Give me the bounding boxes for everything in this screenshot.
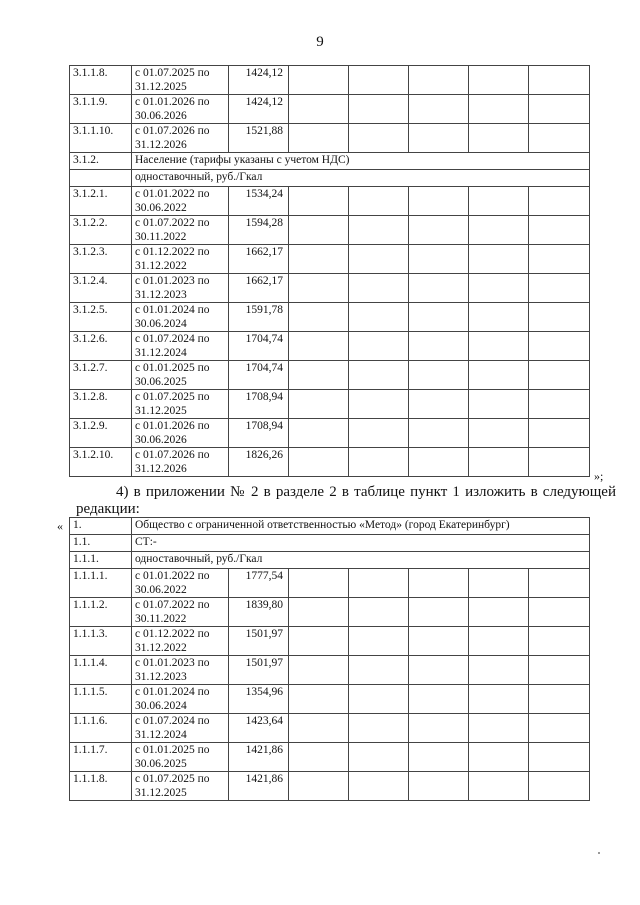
empty-cell xyxy=(529,245,590,274)
tariff-value: 1777,54 xyxy=(229,569,289,598)
period-start: с 01.01.2022 по xyxy=(135,570,210,582)
empty-cell xyxy=(469,743,529,772)
empty-cell xyxy=(529,772,590,801)
tariff-value: 1424,12 xyxy=(229,66,289,95)
empty-cell xyxy=(289,419,349,448)
period-cell xyxy=(132,187,229,216)
tariff-value: 1662,17 xyxy=(229,245,289,274)
period-end: 30.06.2026 xyxy=(135,434,187,446)
empty-cell xyxy=(469,772,529,801)
tariff-row xyxy=(70,685,590,714)
period-cell xyxy=(132,245,229,274)
period-end: 30.06.2022 xyxy=(135,584,187,596)
empty-cell xyxy=(529,743,590,772)
row-number: 3.1.1.10. xyxy=(70,124,132,153)
tariff-value: 1421,86 xyxy=(229,772,289,801)
period-start: с 01.07.2025 по xyxy=(135,67,210,79)
period-start: с 01.01.2026 по xyxy=(135,420,210,432)
empty-cell xyxy=(349,303,409,332)
period-start: с 01.07.2026 по xyxy=(135,449,210,461)
period-cell xyxy=(132,448,229,477)
tariff-value: 1501,97 xyxy=(229,656,289,685)
tariff-row xyxy=(70,274,590,303)
tariff-value: 1594,28 xyxy=(229,216,289,245)
empty-cell xyxy=(469,598,529,627)
empty-cell xyxy=(289,303,349,332)
section-header-row xyxy=(70,552,590,569)
period-end: 31.12.2025 xyxy=(135,405,187,417)
empty-cell xyxy=(349,361,409,390)
period-end: 30.11.2022 xyxy=(135,613,187,625)
period-start: с 01.01.2025 по xyxy=(135,362,210,374)
empty-cell xyxy=(409,332,469,361)
empty-cell xyxy=(409,95,469,124)
row-number: 3.1.1.8. xyxy=(70,66,132,95)
section-title: одноставочный, руб./Гкал xyxy=(132,170,590,187)
empty-cell xyxy=(409,627,469,656)
empty-cell xyxy=(469,332,529,361)
empty-cell xyxy=(349,743,409,772)
row-number: 3.1.2.5. xyxy=(70,303,132,332)
period-end: 30.06.2025 xyxy=(135,758,187,770)
empty-cell xyxy=(529,656,590,685)
period-start: с 01.07.2022 по xyxy=(135,217,210,229)
empty-cell xyxy=(529,569,590,598)
empty-cell xyxy=(409,390,469,419)
tariff-row xyxy=(70,124,590,153)
empty-cell xyxy=(289,361,349,390)
tariff-value: 1708,94 xyxy=(229,390,289,419)
tariff-row xyxy=(70,598,590,627)
empty-cell xyxy=(349,656,409,685)
row-number: 1.1.1.1. xyxy=(70,569,132,598)
empty-cell xyxy=(289,714,349,743)
empty-cell xyxy=(469,245,529,274)
empty-cell xyxy=(349,245,409,274)
empty-cell xyxy=(469,448,529,477)
row-number: 1.1.1. xyxy=(70,552,132,569)
tariff-value: 1423,64 xyxy=(229,714,289,743)
row-number: 3.1.2.10. xyxy=(70,448,132,477)
period-cell xyxy=(132,390,229,419)
empty-cell xyxy=(469,187,529,216)
tariff-row xyxy=(70,714,590,743)
empty-cell xyxy=(289,656,349,685)
empty-cell xyxy=(469,627,529,656)
row-number: 3.1.2.7. xyxy=(70,361,132,390)
period-cell xyxy=(132,66,229,95)
empty-cell xyxy=(289,95,349,124)
empty-cell xyxy=(409,569,469,598)
period-end: 31.12.2023 xyxy=(135,671,187,683)
row-number: 3.1.1.9. xyxy=(70,95,132,124)
tariff-value: 1704,74 xyxy=(229,361,289,390)
empty-cell xyxy=(529,66,590,95)
page-number: 9 xyxy=(316,34,324,50)
period-start: с 01.01.2024 по xyxy=(135,686,210,698)
tariff-row xyxy=(70,743,590,772)
empty-cell xyxy=(349,714,409,743)
empty-cell xyxy=(469,419,529,448)
section-header-row xyxy=(70,153,590,170)
empty-cell xyxy=(529,598,590,627)
section-title: Общество с ограниченной ответственностью «Метод» (город Екатеринбург) xyxy=(132,518,590,535)
tariff-row xyxy=(70,332,590,361)
tariff-value: 1421,86 xyxy=(229,743,289,772)
opening-quote-mark: « xyxy=(57,519,63,533)
period-cell xyxy=(132,569,229,598)
period-cell xyxy=(132,685,229,714)
empty-cell xyxy=(349,569,409,598)
row-number: 1. xyxy=(70,518,132,535)
empty-cell xyxy=(349,124,409,153)
empty-cell xyxy=(289,124,349,153)
period-cell xyxy=(132,216,229,245)
empty-cell xyxy=(289,598,349,627)
period-end: 31.12.2024 xyxy=(135,729,187,741)
empty-cell xyxy=(289,772,349,801)
period-start: с 01.12.2022 по xyxy=(135,628,210,640)
row-number: 3.1.2.9. xyxy=(70,419,132,448)
period-cell xyxy=(132,124,229,153)
tariff-row xyxy=(70,303,590,332)
row-number: 3.1.2.6. xyxy=(70,332,132,361)
empty-cell xyxy=(289,187,349,216)
empty-cell xyxy=(409,714,469,743)
period-start: с 01.07.2024 по xyxy=(135,333,210,345)
period-cell xyxy=(132,772,229,801)
tariff-row xyxy=(70,569,590,598)
period-cell xyxy=(132,714,229,743)
empty-cell xyxy=(469,216,529,245)
row-number: 1.1.1.7. xyxy=(70,743,132,772)
row-number: 3.1.2. xyxy=(70,153,132,170)
empty-cell xyxy=(529,274,590,303)
row-number: 1.1.1.8. xyxy=(70,772,132,801)
empty-cell xyxy=(289,332,349,361)
row-number: 1.1. xyxy=(70,535,132,552)
period-start: с 01.12.2022 по xyxy=(135,246,210,258)
period-cell xyxy=(132,598,229,627)
tariff-row xyxy=(70,627,590,656)
period-start: с 01.01.2022 по xyxy=(135,188,210,200)
empty-cell xyxy=(289,216,349,245)
period-end: 30.06.2026 xyxy=(135,110,187,122)
period-start: с 01.07.2025 по xyxy=(135,773,210,785)
empty-cell xyxy=(529,303,590,332)
empty-cell xyxy=(349,187,409,216)
row-number: 3.1.2.2. xyxy=(70,216,132,245)
empty-cell xyxy=(409,303,469,332)
empty-cell xyxy=(529,95,590,124)
period-end: 31.12.2025 xyxy=(135,787,187,799)
tariff-table-top xyxy=(69,65,590,477)
empty-cell xyxy=(409,274,469,303)
empty-cell xyxy=(349,390,409,419)
row-number: 1.1.1.2. xyxy=(70,598,132,627)
empty-cell xyxy=(469,274,529,303)
period-start: с 01.07.2022 по xyxy=(135,599,210,611)
empty-cell xyxy=(349,95,409,124)
period-start: с 01.07.2025 по xyxy=(135,391,210,403)
period-end: 31.12.2024 xyxy=(135,347,187,359)
period-end: 31.12.2022 xyxy=(135,642,187,654)
period-cell xyxy=(132,95,229,124)
row-number: 1.1.1.6. xyxy=(70,714,132,743)
tariff-row xyxy=(70,245,590,274)
empty-cell xyxy=(409,216,469,245)
amendment-paragraph-text: 4) в приложении № 2 в разделе 2 в таблице пункт 1 изложить в следующей редакции: xyxy=(76,484,616,517)
empty-cell xyxy=(349,332,409,361)
tariff-row xyxy=(70,656,590,685)
tariff-value: 1839,80 xyxy=(229,598,289,627)
period-start: с 01.01.2026 по xyxy=(135,96,210,108)
empty-cell xyxy=(349,274,409,303)
empty-cell xyxy=(469,66,529,95)
empty-cell xyxy=(289,685,349,714)
closing-quote-mark: »; xyxy=(594,469,604,483)
empty-cell xyxy=(349,772,409,801)
empty-cell xyxy=(409,743,469,772)
row-number: 1.1.1.4. xyxy=(70,656,132,685)
section-title: СТ:- xyxy=(132,535,590,552)
empty-cell xyxy=(289,274,349,303)
tariff-row xyxy=(70,66,590,95)
empty-cell xyxy=(289,743,349,772)
period-end: 30.06.2025 xyxy=(135,376,187,388)
empty-cell xyxy=(289,66,349,95)
row-number: 1.1.1.5. xyxy=(70,685,132,714)
period-start: с 01.01.2023 по xyxy=(135,657,210,669)
empty-cell xyxy=(349,598,409,627)
period-end: 30.06.2024 xyxy=(135,318,187,330)
empty-cell xyxy=(289,569,349,598)
row-number: 3.1.2.3. xyxy=(70,245,132,274)
period-start: с 01.01.2025 по xyxy=(135,744,210,756)
empty-cell xyxy=(529,685,590,714)
tariff-value: 1708,94 xyxy=(229,419,289,448)
tariff-value: 1424,12 xyxy=(229,95,289,124)
period-end: 30.06.2024 xyxy=(135,700,187,712)
period-end: 30.11.2022 xyxy=(135,231,187,243)
tariff-row xyxy=(70,216,590,245)
empty-cell xyxy=(409,245,469,274)
empty-cell xyxy=(409,656,469,685)
tariff-row xyxy=(70,361,590,390)
tariff-row xyxy=(70,419,590,448)
tariff-row xyxy=(70,95,590,124)
period-cell xyxy=(132,627,229,656)
empty-cell xyxy=(409,66,469,95)
period-end: 31.12.2026 xyxy=(135,139,187,151)
tariff-value: 1591,78 xyxy=(229,303,289,332)
period-end: 31.12.2026 xyxy=(135,463,187,475)
empty-cell xyxy=(349,419,409,448)
scan-speck xyxy=(598,852,600,854)
empty-cell xyxy=(529,216,590,245)
tariff-value: 1662,17 xyxy=(229,274,289,303)
tariff-table-bottom xyxy=(69,517,590,801)
period-cell xyxy=(132,274,229,303)
empty-cell xyxy=(529,390,590,419)
period-start: с 01.01.2023 по xyxy=(135,275,210,287)
tariff-value: 1521,88 xyxy=(229,124,289,153)
empty-cell xyxy=(349,216,409,245)
empty-cell xyxy=(409,187,469,216)
empty-cell xyxy=(409,124,469,153)
section-header-row xyxy=(70,535,590,552)
empty-cell xyxy=(409,772,469,801)
empty-cell xyxy=(409,598,469,627)
row-number: 3.1.2.4. xyxy=(70,274,132,303)
row-number: 3.1.2.8. xyxy=(70,390,132,419)
empty-cell xyxy=(469,124,529,153)
row-number: 1.1.1.3. xyxy=(70,627,132,656)
tariff-value: 1501,97 xyxy=(229,627,289,656)
empty-cell xyxy=(529,714,590,743)
section-title: одноставочный, руб./Гкал xyxy=(132,552,590,569)
period-end: 30.06.2022 xyxy=(135,202,187,214)
empty-cell xyxy=(469,361,529,390)
tariff-value: 1704,74 xyxy=(229,332,289,361)
empty-cell xyxy=(469,569,529,598)
empty-cell xyxy=(409,361,469,390)
period-start: с 01.01.2024 по xyxy=(135,304,210,316)
empty-cell xyxy=(529,419,590,448)
section-header-row xyxy=(70,518,590,535)
empty-cell xyxy=(469,685,529,714)
period-end: 31.12.2023 xyxy=(135,289,187,301)
empty-cell xyxy=(409,419,469,448)
empty-cell xyxy=(469,95,529,124)
amendment-paragraph xyxy=(76,484,616,518)
empty-cell xyxy=(529,361,590,390)
section-header-row xyxy=(70,170,590,187)
empty-cell xyxy=(469,714,529,743)
period-cell xyxy=(132,332,229,361)
tariff-row xyxy=(70,448,590,477)
empty-cell xyxy=(469,656,529,685)
empty-cell xyxy=(289,245,349,274)
period-start: с 01.07.2026 по xyxy=(135,125,210,137)
tariff-value: 1354,96 xyxy=(229,685,289,714)
tariff-value: 1534,24 xyxy=(229,187,289,216)
empty-cell xyxy=(349,448,409,477)
empty-cell xyxy=(409,448,469,477)
period-end: 31.12.2022 xyxy=(135,260,187,272)
empty-cell xyxy=(529,187,590,216)
empty-cell xyxy=(529,124,590,153)
tariff-row xyxy=(70,772,590,801)
period-cell xyxy=(132,656,229,685)
empty-cell xyxy=(409,685,469,714)
row-number: 3.1.2.1. xyxy=(70,187,132,216)
empty-cell xyxy=(349,685,409,714)
period-end: 31.12.2025 xyxy=(135,81,187,93)
empty-cell xyxy=(529,627,590,656)
empty-cell xyxy=(349,627,409,656)
period-cell xyxy=(132,419,229,448)
empty-cell xyxy=(469,303,529,332)
empty-cell xyxy=(529,332,590,361)
period-cell xyxy=(132,303,229,332)
period-cell xyxy=(132,743,229,772)
tariff-value: 1826,26 xyxy=(229,448,289,477)
period-start: с 01.07.2024 по xyxy=(135,715,210,727)
section-title: Население (тарифы указаны с учетом НДС) xyxy=(132,153,590,170)
empty-cell xyxy=(529,448,590,477)
empty-cell xyxy=(289,448,349,477)
period-cell xyxy=(132,361,229,390)
empty-cell xyxy=(469,390,529,419)
empty-cell xyxy=(349,66,409,95)
tariff-row xyxy=(70,187,590,216)
tariff-row xyxy=(70,390,590,419)
empty-cell xyxy=(289,390,349,419)
row-number xyxy=(70,170,132,187)
empty-cell xyxy=(289,627,349,656)
